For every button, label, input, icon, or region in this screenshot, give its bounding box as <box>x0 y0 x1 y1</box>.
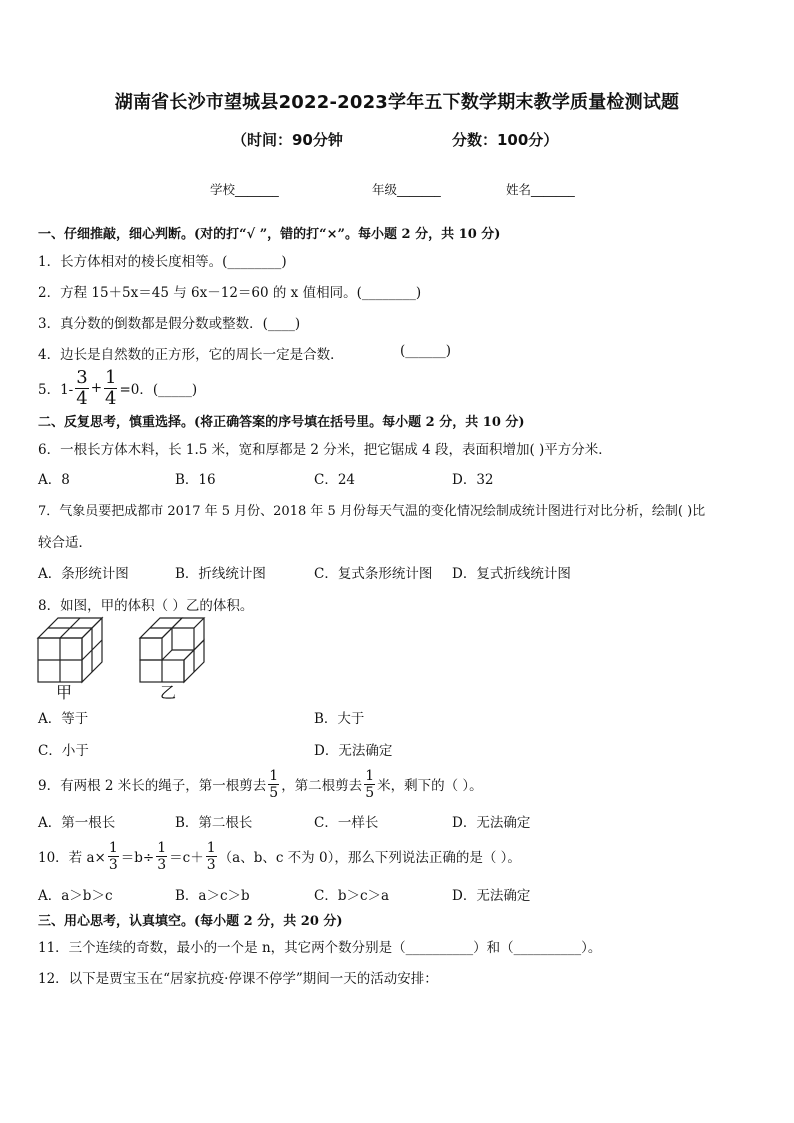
question-11: 11．三个连续的奇数，最小的一个是 n，其它两个数分别是（__________）和（__________）。 <box>38 940 602 956</box>
section-3-heading: 三、用心思考，认真填空。(每小题 2 分，共 20 分) <box>38 914 343 929</box>
q9-option-c[interactable]: C．一样长 <box>314 815 379 831</box>
section-2-heading: 二、反复思考，慎重选择。(将正确答案的序号填在括号里。每小题 2 分，共 10 分) <box>38 415 525 430</box>
q10-fraction-1 <box>108 841 119 872</box>
q9-part-3: 米，剩下的（ ）。 <box>377 778 483 794</box>
exam-time: （时间：90分钟 <box>232 131 343 149</box>
q5-f2-numerator: 1 <box>105 366 117 388</box>
q9-f1-denominator: 5 <box>269 784 279 801</box>
name-field[interactable]: 姓名_______ <box>506 182 575 197</box>
q5-fraction-1 <box>75 366 88 409</box>
q9-option-a[interactable]: A．第一根长 <box>38 815 116 831</box>
question-5 <box>38 368 197 408</box>
q6-option-c[interactable]: C．24 <box>314 472 356 488</box>
q8-option-b[interactable]: B．大于 <box>314 711 365 727</box>
section-1-heading: 一、仔细推敲，细心判断。(对的打“√ ”，错的打“×”。每小题 2 分，共 10 分) <box>38 227 501 242</box>
question-9 <box>38 764 483 804</box>
cube-label-jia: 甲 <box>56 683 73 702</box>
question-8: 8．如图，甲的体积（ ）乙的体积。 <box>38 598 254 614</box>
q5-f1-denominator: 4 <box>76 387 88 409</box>
exam-score: 分数：100分） <box>452 131 559 149</box>
q5-f1-numerator: 3 <box>76 366 88 388</box>
q7-option-d[interactable]: D．复式折线统计图 <box>452 566 571 582</box>
cube-figure-jia <box>36 614 106 686</box>
q5-suffix: =0．(_____) <box>119 382 198 398</box>
q9-part-1: 9．有两根 2 米长的绳子，第一根剪去 <box>38 778 267 794</box>
q10-f1-denominator: 3 <box>108 856 118 873</box>
question-3: 3．真分数的倒数都是假分数或整数．(____) <box>38 316 301 332</box>
school-field[interactable]: 学校_______ <box>210 182 279 197</box>
q10-fraction-2 <box>156 841 167 872</box>
q5-fraction-2 <box>104 366 117 409</box>
q5-plus: + <box>90 380 103 396</box>
q8-option-c[interactable]: C．小于 <box>38 743 89 759</box>
q7-option-c[interactable]: C．复式条形统计图 <box>314 566 433 582</box>
q8-option-d[interactable]: D．无法确定 <box>314 743 393 759</box>
q9-fraction-1 <box>268 769 279 800</box>
q6-option-a[interactable]: A．8 <box>38 472 70 488</box>
q6-option-d[interactable]: D．32 <box>452 472 494 488</box>
q10-option-b[interactable]: B．a＞c＞b <box>175 888 250 904</box>
q10-option-a[interactable]: A．a＞b＞c <box>38 888 113 904</box>
q7-option-b[interactable]: B．折线统计图 <box>175 566 266 582</box>
q5-prefix: 5．1- <box>38 382 74 398</box>
q10-part-1: 10．若 a× <box>38 850 106 866</box>
grade-field[interactable]: 年级_______ <box>372 182 441 197</box>
q9-fraction-2 <box>364 769 375 800</box>
q10-part-3: ＝c＋ <box>169 850 204 866</box>
q7-option-a[interactable]: A．条形统计图 <box>38 566 129 582</box>
question-4-blank[interactable]: (______) <box>400 343 452 359</box>
page-title: 湖南省长沙市望城县2022-2023学年五下数学期末教学质量检测试题 <box>114 92 680 113</box>
q9-part-2: ，第二根剪去 <box>281 778 363 794</box>
q10-fraction-3 <box>206 841 217 872</box>
question-1: 1．长方体相对的棱长度相等。(________) <box>38 254 287 270</box>
q8-option-a[interactable]: A．等于 <box>38 711 89 727</box>
q10-f2-denominator: 3 <box>157 856 167 873</box>
cube-label-yi: 乙 <box>160 683 177 702</box>
q6-option-b[interactable]: B．16 <box>175 472 216 488</box>
q9-option-d[interactable]: D．无法确定 <box>452 815 531 831</box>
question-2: 2．方程 15＋5x＝45 与 6x－12＝60 的 x 值相同。(________) <box>38 285 422 301</box>
q9-f1-numerator: 1 <box>269 767 279 784</box>
question-12: 12．以下是贾宝玉在“居家抗疫·停课不停学”期间一天的活动安排： <box>38 971 438 987</box>
q10-option-c[interactable]: C．b＞c＞a <box>314 888 390 904</box>
cube-figure-yi <box>138 614 208 686</box>
question-7-line-1: 7．气象员要把成都市 2017 年 5 月份、2018 年 5 月份每天气温的变化情况绘制成统计图进行对比分析，绘制( )比 <box>38 504 706 519</box>
question-4: 4．边长是自然数的正方形，它的周长一定是合数． <box>38 347 344 363</box>
q10-f2-numerator: 1 <box>157 839 167 856</box>
question-6: 6．一根长方体木料，长 1.5 米，宽和厚都是 2 分米，把它锯成 4 段，表面积增加( )平方分米． <box>38 442 612 458</box>
q10-f3-denominator: 3 <box>206 856 216 873</box>
question-7-line-2: 较合适． <box>38 535 92 551</box>
question-10 <box>38 836 521 876</box>
q10-f3-numerator: 1 <box>206 839 216 856</box>
q9-option-b[interactable]: B．第二根长 <box>175 815 253 831</box>
q10-option-d[interactable]: D．无法确定 <box>452 888 531 904</box>
q10-part-2: ＝b÷ <box>120 850 155 866</box>
q5-f2-denominator: 4 <box>105 387 117 409</box>
q10-part-4: （a、b、c 不为 0），那么下列说法正确的是（ ）。 <box>218 850 521 866</box>
q10-f1-numerator: 1 <box>108 839 118 856</box>
q9-f2-denominator: 5 <box>365 784 375 801</box>
q9-f2-numerator: 1 <box>365 767 375 784</box>
